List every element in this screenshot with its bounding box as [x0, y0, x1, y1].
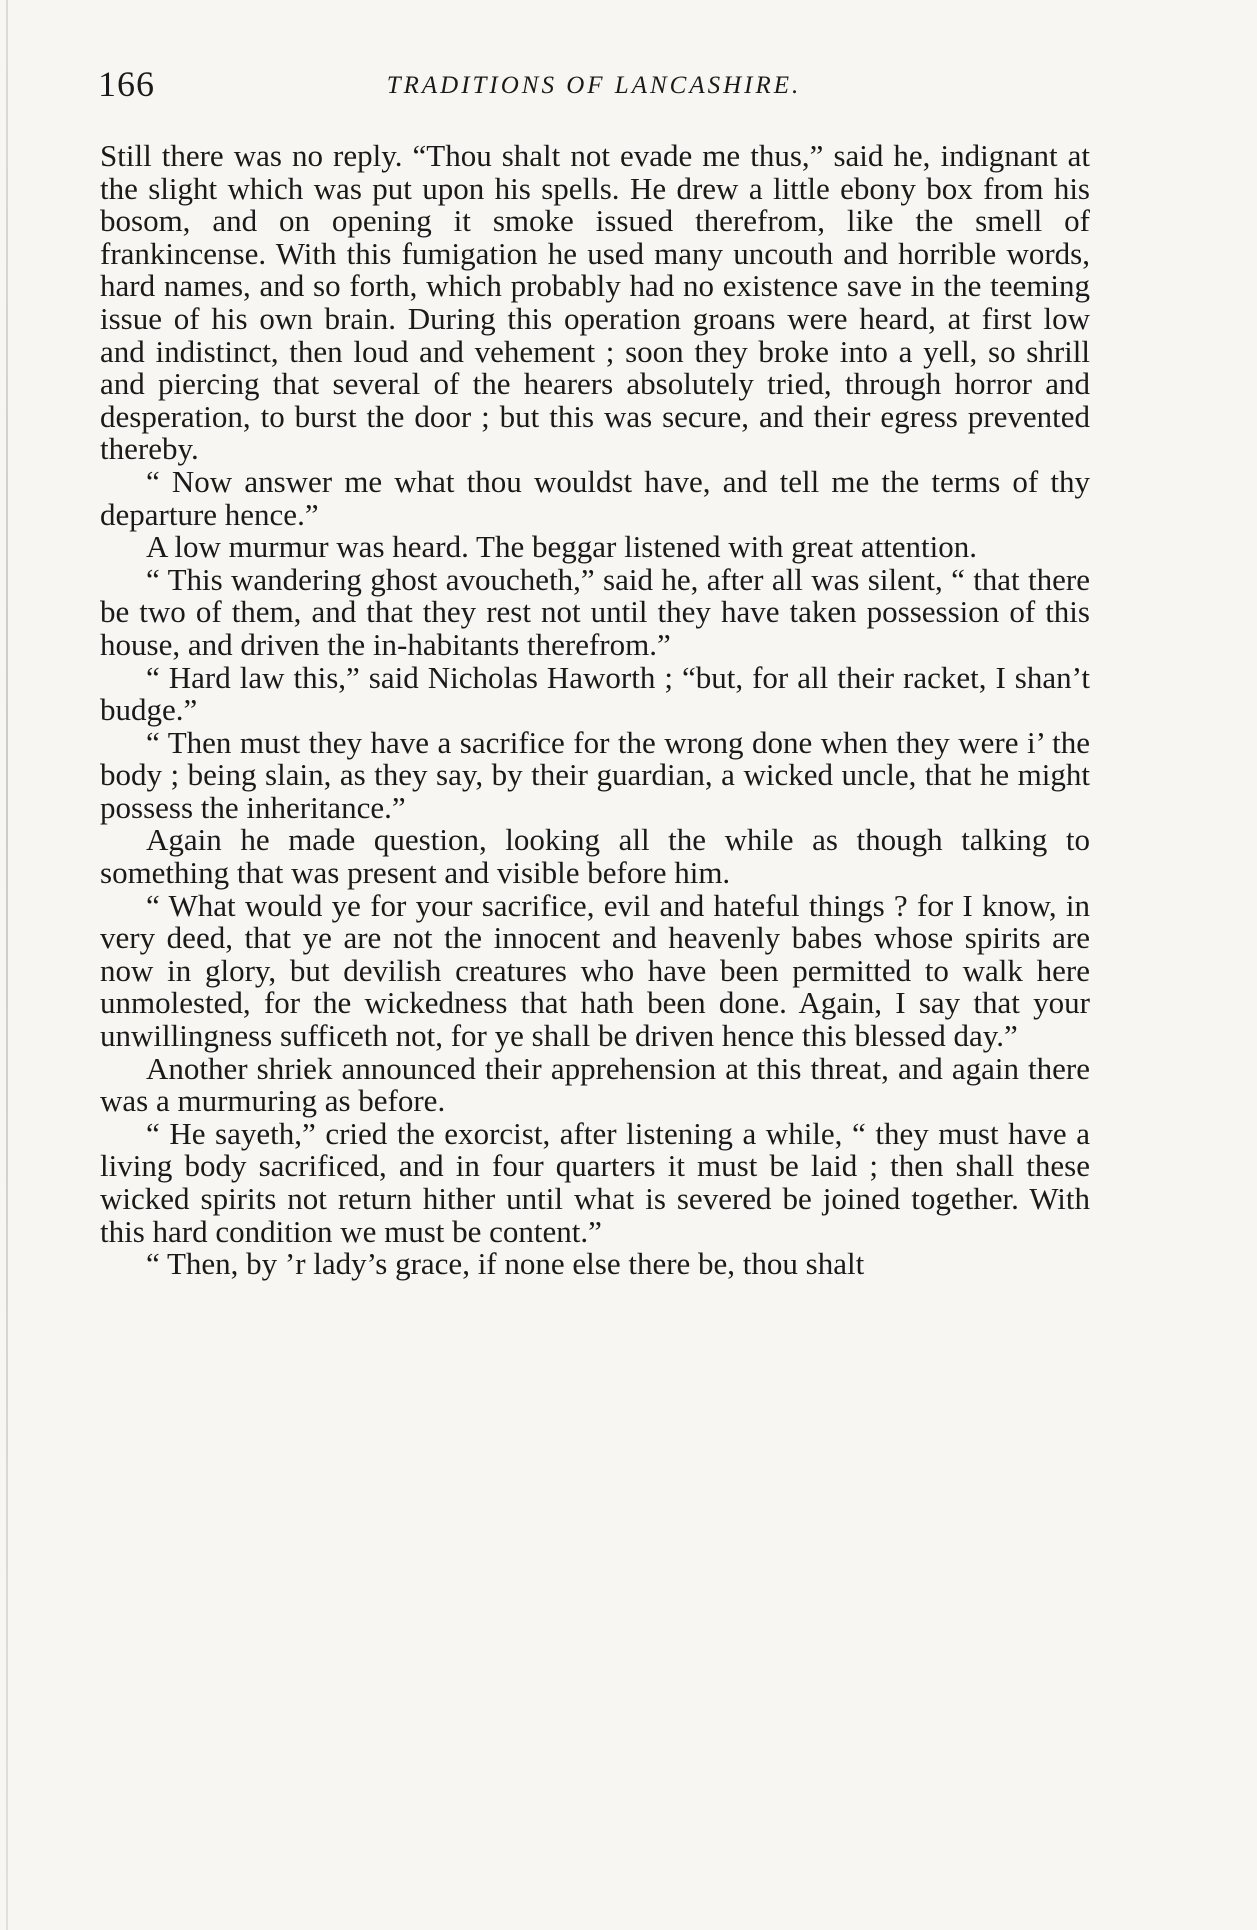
paragraph: “ Then must they have a sacrifice for the wrong done when they were i’ the body ; being slain, as they say, by their guardian, a wicked uncle, that he might possess the inheritance.” — [100, 724, 1090, 825]
paragraph: Another shriek announced their apprehension at this threat, and again there was a murmuring as before. — [100, 1050, 1090, 1119]
paragraph: A low murmur was heard. The beggar listened with great attention. — [146, 529, 978, 565]
paragraph: “ Hard law this,” said Nicholas Haworth ; “but, for all their racket, I shan’t budge.” — [100, 659, 1090, 728]
paragraph: “ Then, by ’r lady’s grace, if none else there be, thou shalt — [146, 1246, 865, 1282]
page-number: 166 — [98, 64, 155, 104]
paragraph: “ Now answer me what thou wouldst have, and tell me the terms of thy departure hence.” — [100, 463, 1090, 532]
paragraph: “ He sayeth,” cried the exorcist, after listening a while, “ they must have a living body sacrificed, and in four quarters it must be laid ; then shall these wicked spirits not return hither until what is severed be joined together. With this hard condition we must be content.” — [100, 1115, 1090, 1249]
paragraph: Again he made question, looking all the while as though talking to something that was present and visible before him. — [100, 822, 1090, 891]
page-header — [98, 54, 1090, 114]
body-text — [100, 140, 1090, 1281]
running-title: TRADITIONS OF LANCASHIRE. — [386, 72, 802, 99]
page-edge-shadow — [6, 0, 8, 1930]
paragraph: Still there was no reply. “Thou shalt not evade me thus,” said he, indignant at the slight which was put upon his spells. He drew a little ebony box from his bosom, and on opening it smoke issued therefrom, like the smell of frankincense. With this fumigation he used many uncouth and horrible words, hard names, and so forth, which probably had no existence save in the teeming issue of his own brain. During this operation groans were heard, at first low and indistinct, then loud and vehement ; soon they broke into a yell, so shrill and piercing that several of the hearers absolutely tried, through horror and desperation, to burst the door ; but this was secure, and their egress prevented thereby. — [100, 138, 1090, 467]
paragraph: “ What would ye for your sacrifice, evil and hateful things ? for I know, in very deed, that ye are not the innocent and heavenly babes whose spirits are now in glory, but devilish creatures who have been permitted to walk here unmolested, for the wickedness that hath been done. Again, I say that your unwillingness sufficeth not, for ye shall be driven hence this blessed day.” — [100, 887, 1090, 1054]
paragraph: “ This wandering ghost avoucheth,” said he, after all was silent, “ that there be two of them, and that they rest not until they have taken possession of this house, and driven the in-habitants therefrom.” — [100, 561, 1090, 662]
